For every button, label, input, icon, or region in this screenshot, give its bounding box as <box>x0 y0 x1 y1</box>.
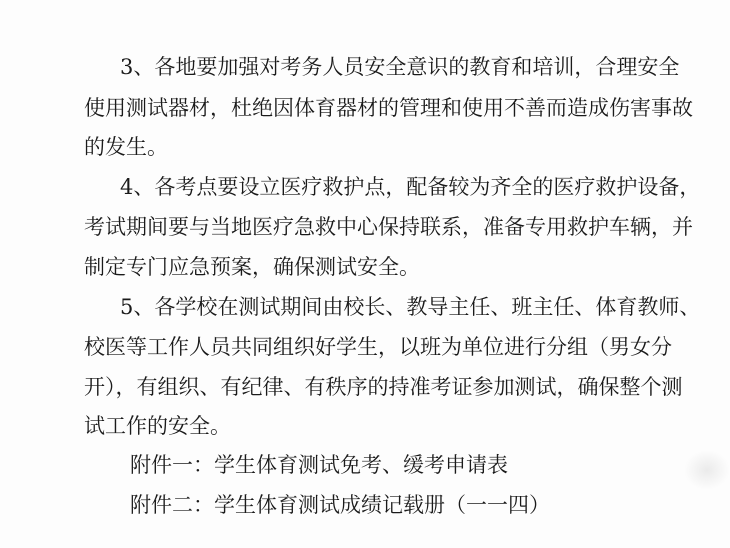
paragraph-5-line-3: 开），有组织、有纪律、有秩序的持准考证参加测试，确保整个测 <box>84 375 683 399</box>
paragraph-5-line-4: 试工作的安全。 <box>84 414 231 438</box>
paragraph-4-line-3: 制定专门应急预案，确保测试安全。 <box>84 255 420 279</box>
paragraph-3-line-3: 的发生。 <box>84 135 168 159</box>
paragraph-5-line-1: 5、各学校在测试期间由校长、教导主任、班主任、体育教师、 <box>120 295 701 319</box>
attachment-2: 附件二：学生体育测试成绩记载册（一一四） <box>130 493 550 517</box>
attachment-1: 附件一：学生体育测试免考、缓考申请表 <box>130 453 508 477</box>
paragraph-5-line-2: 校医等工作人员共同组织好学生，以班为单位进行分组（男女分 <box>84 335 672 359</box>
paragraph-3-line-2: 使用测试器材，杜绝因体育器材的管理和使用不善而造成伤害事故 <box>84 96 693 120</box>
paragraph-4-line-2: 考试期间要与当地医疗急救中心保持联系，准备专用救护车辆，并 <box>84 215 693 239</box>
paragraph-4-line-1: 4、各考点要设立医疗救护点，配备较为齐全的医疗救护设备， <box>120 175 701 199</box>
scan-smudge <box>684 450 730 490</box>
paragraph-3-line-1: 3、各地要加强对考务人员安全意识的教育和培训，合理安全 <box>120 55 680 79</box>
